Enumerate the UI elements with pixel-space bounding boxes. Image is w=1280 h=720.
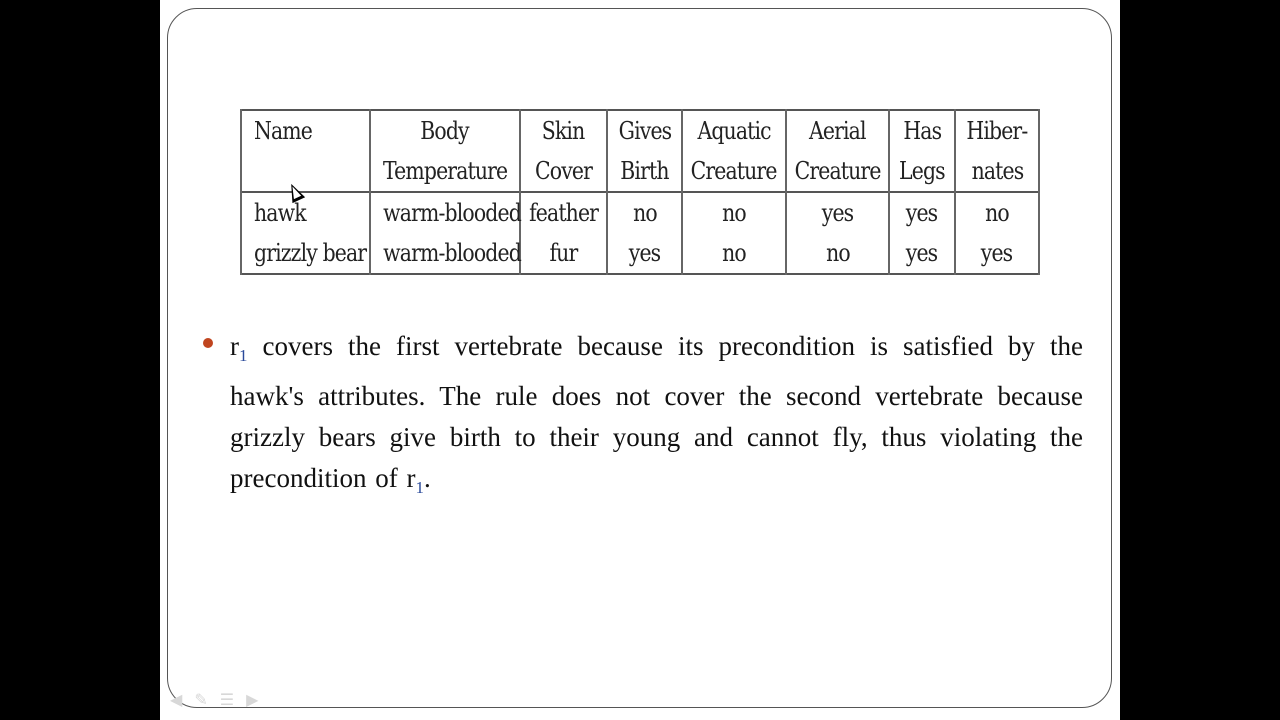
header-aquatic-creature: Aquatic Creature bbox=[682, 110, 786, 192]
table-cell: yes bbox=[955, 233, 1039, 274]
table-row bbox=[241, 233, 1039, 274]
header-gives-birth: Gives Birth bbox=[607, 110, 682, 192]
rule-subscript-end: 1 bbox=[415, 478, 424, 497]
menu-icon[interactable]: ☰ bbox=[219, 690, 235, 709]
header-body-temperature: Body Temperature bbox=[370, 110, 520, 192]
table-cell: grizzly bear bbox=[241, 233, 370, 274]
bullet-end: . bbox=[423, 463, 431, 493]
table-cell: no bbox=[682, 233, 786, 274]
table-row bbox=[241, 192, 1039, 233]
header-hibernates: Hiber- nates bbox=[955, 110, 1039, 192]
bullet-body: covers the first vertebrate because its precondition is satisfied by the hawk's attributes. The rule does not cover the second vertebrate because grizzly bears give birth to their young and cannot fly, thus violating the precondition of bbox=[230, 331, 1083, 493]
table-cell: hawk bbox=[241, 192, 370, 233]
arrow-right-icon[interactable]: ▶ bbox=[246, 690, 259, 709]
table-cell: warm-blooded bbox=[370, 192, 520, 233]
slide bbox=[160, 0, 1120, 720]
table-cell: yes bbox=[786, 192, 889, 233]
bullet-text bbox=[230, 326, 1083, 508]
vertebrate-table bbox=[240, 109, 1040, 275]
bullet-dot-icon bbox=[203, 338, 213, 348]
table-header-row bbox=[241, 110, 1039, 192]
arrow-left-icon[interactable]: ◀ bbox=[170, 690, 183, 709]
table-cell: yes bbox=[607, 233, 682, 274]
table-cell: warm-blooded bbox=[370, 233, 520, 274]
slideshow-controls bbox=[170, 690, 258, 709]
pen-icon[interactable]: ✎ bbox=[194, 690, 208, 709]
header-has-legs: Has Legs bbox=[889, 110, 955, 192]
rule-symbol: r bbox=[230, 331, 239, 361]
header-skin-cover: Skin Cover bbox=[520, 110, 607, 192]
table-cell: yes bbox=[889, 192, 955, 233]
rule-subscript: 1 bbox=[239, 346, 248, 365]
table-cell: fur bbox=[520, 233, 607, 274]
header-name: Name bbox=[241, 110, 370, 192]
rule-symbol-end: r bbox=[406, 463, 416, 493]
table-cell: no bbox=[682, 192, 786, 233]
table-cell: no bbox=[955, 192, 1039, 233]
table-cell: no bbox=[607, 192, 682, 233]
header-aerial-creature: Aerial Creature bbox=[786, 110, 889, 192]
table-cell: yes bbox=[889, 233, 955, 274]
bullet-item bbox=[230, 326, 1083, 508]
table-cell: feather bbox=[520, 192, 607, 233]
table-cell: no bbox=[786, 233, 889, 274]
